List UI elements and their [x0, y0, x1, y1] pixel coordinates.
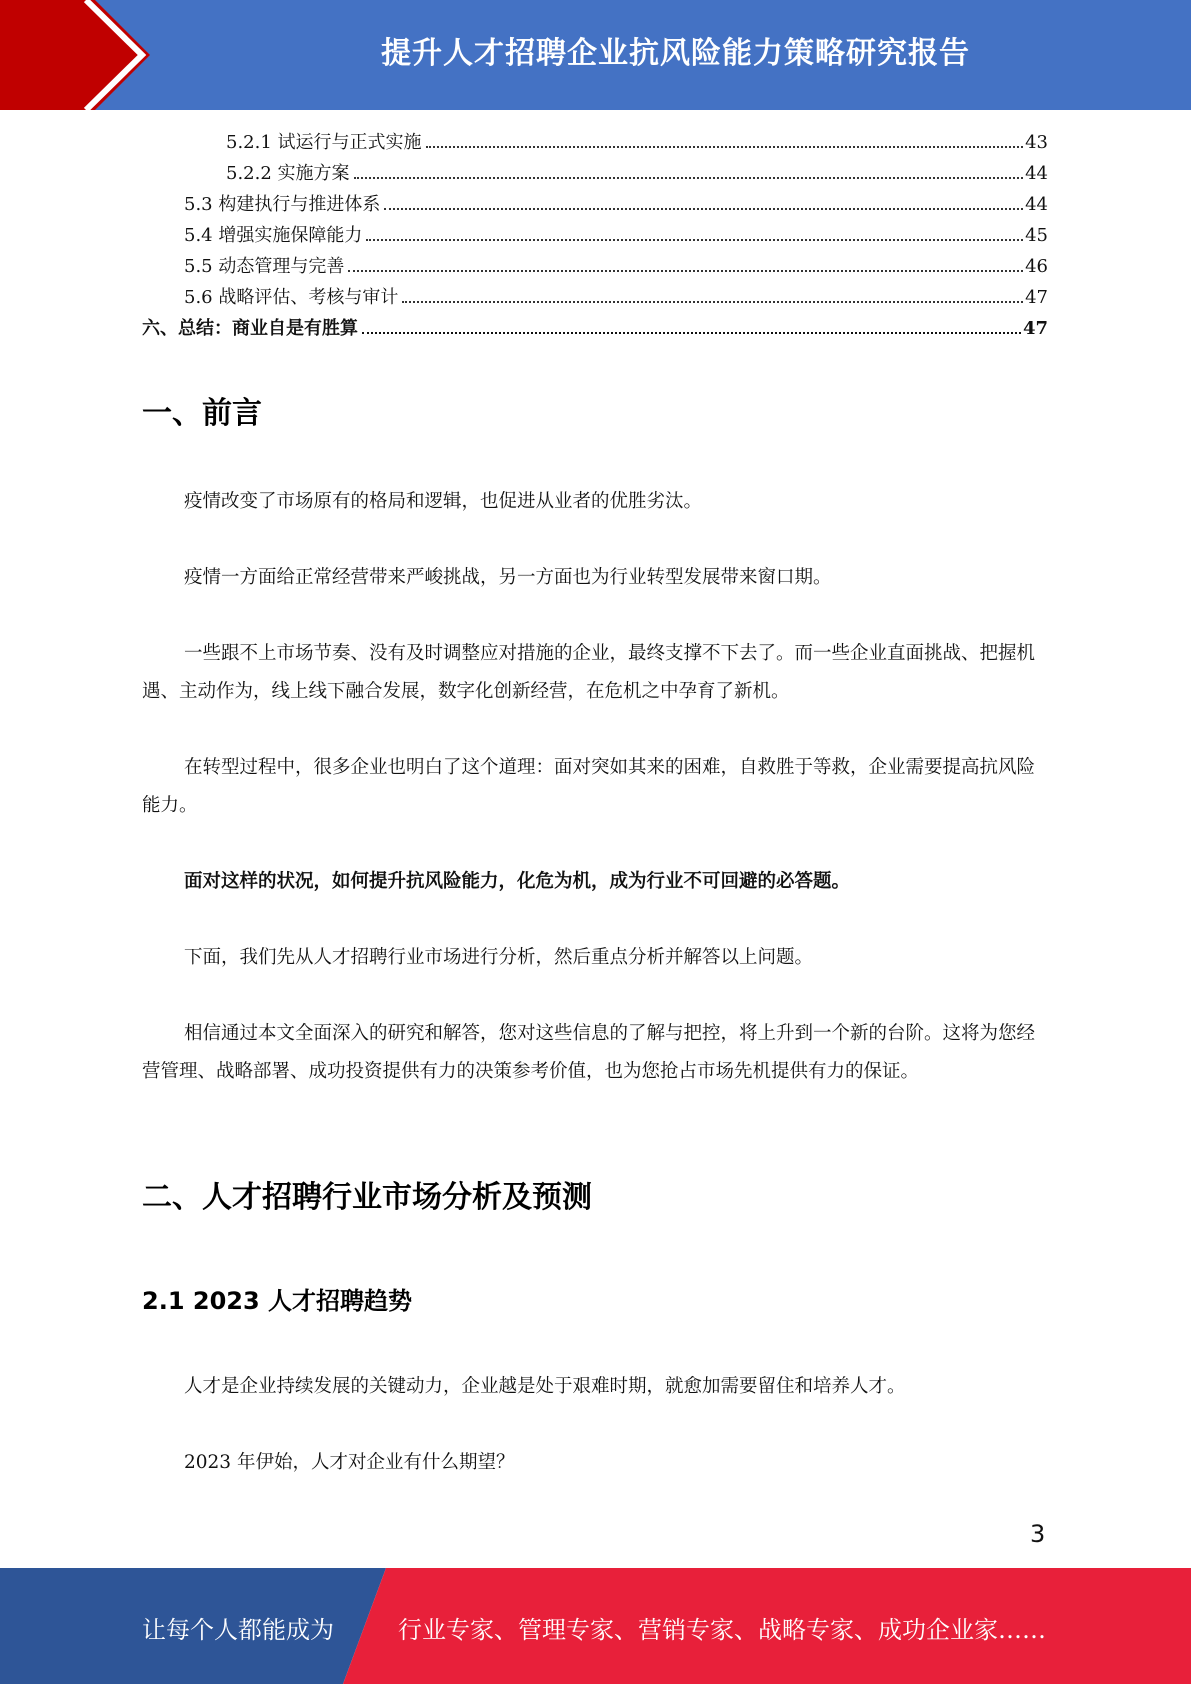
toc-entry-page: 47	[1022, 318, 1048, 339]
page-number: 3	[1030, 1520, 1046, 1548]
toc-entry-label: 5.2.1 试运行与正式实施	[226, 132, 422, 153]
footer-slogan-left: 让每个人都能成为	[142, 1616, 334, 1644]
body-paragraph: 疫情一方面给正常经营带来严峻挑战，另一方面也为行业转型发展带来窗口期。	[184, 567, 832, 588]
toc-entry[interactable]	[142, 190, 1048, 221]
toc-entry-page: 47	[1025, 287, 1048, 308]
header-red-arrow-decoration	[0, 0, 160, 110]
section-heading-preface: 一、前言	[142, 396, 262, 431]
toc-entry-label: 5.5 动态管理与完善	[184, 256, 345, 277]
table-of-contents	[142, 128, 1048, 345]
toc-leader-dots	[348, 270, 1023, 272]
toc-entry-page: 43	[1025, 132, 1048, 153]
body-paragraph: 相信通过本文全面深入的研究和解答，您对这些信息的了解与把控，将上升到一个新的台阶。这将为您经营管理、战略部署、成功投资提供有力的决策参考价值，也为您抢占市场先机提供有力的保证。	[142, 1023, 1036, 1082]
toc-leader-dots	[362, 332, 1021, 334]
toc-leader-dots	[366, 239, 1023, 241]
section-heading-market-analysis: 二、人才招聘行业市场分析及预测	[142, 1180, 592, 1215]
toc-leader-dots	[384, 208, 1023, 210]
toc-leader-dots	[402, 301, 1023, 303]
toc-entry[interactable]	[142, 314, 1048, 345]
toc-leader-dots	[354, 177, 1024, 179]
toc-entry-label: 5.3 构建执行与推进体系	[184, 194, 381, 215]
page-header	[0, 0, 1191, 110]
toc-entry[interactable]	[142, 128, 1048, 159]
toc-entry-label: 5.6 战略评估、考核与审计	[184, 287, 399, 308]
document-title: 提升人才招聘企业抗风险能力策略研究报告	[381, 36, 970, 71]
toc-entry[interactable]	[142, 159, 1048, 190]
body-paragraph: 在转型过程中，很多企业也明白了这个道理：面对突如其来的困难，自救胜于等救，企业需要提高抗风险能力。	[142, 757, 1036, 816]
toc-entry-label: 5.2.2 实施方案	[226, 163, 350, 184]
body-paragraph: 2023 年伊始，人才对企业有什么期望？	[184, 1452, 515, 1473]
toc-entry[interactable]	[142, 221, 1048, 252]
body-paragraph-emphasis: 面对这样的状况，如何提升抗风险能力，化危为机，成为行业不可回避的必答题。	[184, 871, 851, 892]
toc-entry-label: 六、总结：商业自是有胜算	[142, 318, 358, 339]
footer-slogan-right: 行业专家、管理专家、营销专家、战略专家、成功企业家……	[398, 1616, 1046, 1644]
toc-entry-label: 5.4 增强实施保障能力	[184, 225, 363, 246]
toc-entry[interactable]	[142, 252, 1048, 283]
body-paragraph: 下面，我们先从人才招聘行业市场进行分析，然后重点分析并解答以上问题。	[184, 947, 814, 968]
body-paragraph: 一些跟不上市场节奏、没有及时调整应对措施的企业，最终支撑不下去了。而一些企业直面挑战、把握机遇、主动作为，线上线下融合发展，数字化创新经营，在危机之中孕育了新机。	[142, 643, 1036, 702]
toc-entry-page: 44	[1025, 194, 1048, 215]
toc-entry-page: 44	[1025, 163, 1048, 184]
body-paragraph: 疫情改变了市场原有的格局和逻辑，也促进从业者的优胜劣汰。	[184, 491, 703, 512]
toc-entry-page: 45	[1025, 225, 1048, 246]
toc-leader-dots	[426, 146, 1024, 148]
toc-entry-page: 46	[1025, 256, 1048, 277]
subsection-heading-trends: 2.1 2023 人才招聘趋势	[142, 1287, 413, 1315]
toc-entry[interactable]	[142, 283, 1048, 314]
body-paragraph: 人才是企业持续发展的关键动力，企业越是处于艰难时期，就愈加需要留住和培养人才。	[184, 1376, 906, 1397]
